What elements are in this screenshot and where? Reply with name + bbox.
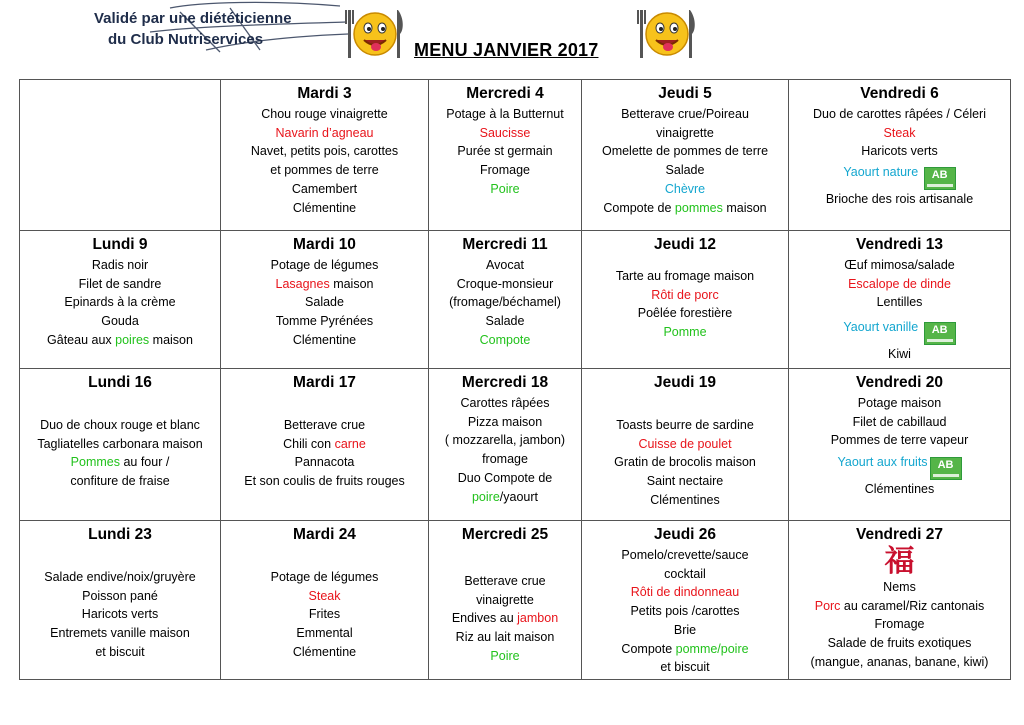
menu-item: Navet, petits pois, carottes [250,144,399,159]
menu-item [791,318,1008,345]
day-heading: Jeudi 26 [653,526,717,543]
menu-item: Saucisse [479,125,531,140]
menu-item: Potage de légumes [270,258,379,272]
menu-item [223,275,426,294]
menu-text: Yaourt vanille [843,320,922,335]
validation-line-2: du Club Nutriservices [108,31,264,48]
day-heading: Jeudi 5 [658,85,712,102]
menu-item [791,453,1008,480]
menu-item: Rôti de porc [651,287,719,302]
empty-cell [20,80,221,231]
menu-item: Potage maison [857,396,942,410]
menu-item: Omelette de pommes de terre [601,144,769,159]
menu-text: carne [334,436,366,451]
fu-character-icon: 福 [884,544,915,579]
day-heading: Lundi 9 [92,236,148,253]
menu-text: maison [722,200,767,215]
day-cell [429,369,582,521]
menu-text: poires [115,332,150,347]
menu-item: Carottes râpées [460,396,550,410]
menu-text: Compote [621,641,676,656]
menu-item: Camembert [291,181,358,196]
day-heading: Mardi 24 [293,526,356,543]
menu-item: Epinards à la crème [64,295,176,310]
week-row [20,231,1011,369]
day-heading: Mercredi 18 [461,374,549,391]
spacer [22,394,218,416]
day-cell [429,521,582,680]
menu-item: Fromage [479,163,531,178]
menu-item: (mangue, ananas, banane, kiwi) [810,654,989,669]
menu-item: et pommes de terre [270,163,379,178]
menu-item [791,597,1008,616]
menu-item: Poêlée forestière [637,306,733,321]
day-cell [582,521,789,680]
menu-item: Gratin de brocolis maison [614,455,756,470]
menu-item: Et son coulis de fruits rouges [244,474,405,489]
menu-item: Cuisse de poulet [638,436,732,451]
menu-item: Pizza maison [467,414,543,429]
menu-item: Clémentine [292,644,357,659]
day-cell [221,369,429,521]
menu-item: cocktail [664,566,706,581]
menu-item: Œuf mimosa/salade [844,258,955,272]
menu-item: Lentilles [876,295,923,310]
menu-text: Yaourt nature [843,165,922,180]
menu-item: Pannacota [294,455,355,470]
menu-item: Clémentines [650,492,720,507]
menu-item: Poire [490,181,520,196]
menu-item: Potage à la Butternut [446,107,564,121]
menu-text: jambon [517,611,559,626]
smiley-fork-knife-icon [634,4,700,64]
menu-item: Salade [305,295,344,310]
menu-item: et biscuit [660,660,710,675]
menu-item [584,199,786,218]
menu-item: Betterave crue [464,574,546,588]
day-heading: Mardi 3 [297,85,352,102]
menu-item: Duo Compote de [457,470,553,485]
spacer [584,394,786,416]
menu-item: vinaigrette [656,125,714,140]
menu-text: pommes [674,200,723,215]
week-row [20,521,1011,680]
day-cell [20,521,221,680]
day-heading: Lundi 23 [88,526,152,543]
menu-item: Pommes de terre vapeur [830,433,969,448]
day-heading: Vendredi 6 [860,85,939,102]
page-title: MENU JANVIER 2017 [414,40,599,60]
menu-text: Porc [814,598,841,613]
day-cell [221,80,429,231]
day-heading: Mercredi 11 [462,236,548,253]
menu-item: Betterave crue/Poireau [621,107,749,121]
menu-item: Chèvre [664,181,706,196]
day-cell [20,231,221,369]
menu-item: Kiwi [888,347,911,362]
day-cell [582,80,789,231]
menu-item: Chou rouge vinaigrette [261,107,388,121]
menu-item: Radis noir [91,258,149,272]
menu-text: poire [471,489,500,504]
menu-item: Croque-monsieur [456,276,554,291]
menu-item: Poisson pané [82,588,158,603]
menu-item: confiture de fraise [70,474,170,489]
menu-item: Emmental [296,626,353,641]
menu-item: Brie [673,622,697,637]
day-cell [582,231,789,369]
menu-item: Salade endive/noix/gruyère [44,570,196,584]
menu-item: vinaigrette [476,592,534,607]
menu-item: et biscuit [95,644,145,659]
menu-item: Navarin d’agneau [275,125,374,140]
menu-text: pomme/poire [675,641,749,656]
menu-item: Salade de fruits exotiques [827,636,972,651]
menu-text: au four / [119,455,170,470]
spacer [584,256,786,267]
menu-item: Compote [479,332,531,347]
menu-item: Purée st germain [457,144,553,159]
menu-item: Avocat [486,258,524,272]
day-cell [221,231,429,369]
menu-item: Pomme [663,325,707,340]
organic-ab-icon: AB [930,457,962,480]
day-heading: Mercredi 25 [461,526,549,543]
smiley-fork-knife-icon [342,4,408,64]
menu-text: au caramel/Riz cantonais [840,598,985,613]
menu-text: Gâteau aux [47,332,116,347]
menu-item: Clémentine [292,200,357,215]
day-heading: Jeudi 19 [653,374,717,391]
menu-text: Compote de [603,200,675,215]
menu-item [431,488,579,507]
menu-item: Poire [490,648,520,663]
menu-item [431,609,579,628]
menu-text: Lasagnes [275,276,330,291]
menu-item: (fromage/béchamel) [449,295,561,310]
day-cell [221,521,429,680]
menu-item [223,435,426,454]
organic-ab-icon: AB [924,322,956,345]
menu-item: Salade [665,163,705,178]
day-heading: Vendredi 13 [855,236,943,253]
organic-ab-icon: AB [924,167,956,190]
menu-text: maison [149,332,193,347]
menu-item: ( mozzarella, jambon) [444,433,566,448]
menu-item: Tarte au fromage maison [615,269,755,283]
menu-item: Betterave crue [283,418,366,432]
menu-item: Steak [883,125,916,140]
menu-text: Chili con [283,436,335,451]
day-cell [429,231,582,369]
menu-item: Gouda [101,314,139,329]
day-cell [789,80,1011,231]
day-heading: Mercredi 4 [466,85,544,102]
menu-item: Haricots verts [81,607,159,622]
day-heading: Lundi 16 [88,374,152,391]
menu-item: Salade [485,314,525,329]
menu-text: /yaourt [499,489,538,504]
menu-item: Clémentines [864,482,935,497]
day-cell [582,369,789,521]
menu-item: Tomme Pyrénées [275,314,374,329]
day-heading: Mardi 17 [293,374,356,391]
menu-item: Filet de sandre [78,276,162,291]
menu-item [584,640,786,659]
day-cell [789,369,1011,521]
menu-item: Pomelo/crevette/sauce [621,548,749,562]
validation-line-1: Validé par une diététicienne [94,10,292,27]
day-cell [789,231,1011,369]
menu-item [22,453,218,472]
day-heading: Vendredi 20 [855,374,943,391]
menu-item: Petits pois /carottes [630,604,740,619]
menu-item: Tagliatelles carbonara maison [37,436,203,451]
menu-item: Clémentine [292,332,357,347]
day-heading: Vendredi 27 [855,526,943,543]
menu-text: Endives au [451,611,518,626]
menu-item: Nems [883,580,916,594]
menu-text: maison [329,276,374,291]
signature-scribble [110,0,350,60]
menu-item: Fromage [874,617,925,632]
menu-table [19,79,1011,680]
menu-item: fromage [482,452,528,467]
day-cell [429,80,582,231]
menu-item [791,163,1008,190]
week-row [20,369,1011,521]
menu-item: Frites [308,607,341,622]
week-row [20,80,1011,231]
menu-text: Yaourt aux fruits [837,455,928,470]
menu-item: Filet de cabillaud [852,414,947,429]
day-cell [789,521,1011,680]
menu-item: Potage de légumes [270,570,379,584]
menu-item: Toasts beurre de sardine [616,418,754,432]
menu-item: Haricots verts [861,144,938,159]
menu-item: Brioche des rois artisanale [825,192,974,207]
menu-item: Riz au lait maison [455,630,555,645]
day-heading: Jeudi 12 [653,236,717,253]
spacer [223,394,426,416]
spacer [431,546,579,572]
day-heading: Mardi 10 [293,236,356,253]
menu-item: Saint nectaire [646,474,724,489]
menu-item: Duo de choux rouge et blanc [40,418,200,432]
day-cell [20,369,221,521]
menu-item: Escalope de dinde [848,276,951,291]
menu-item: Steak [308,588,341,603]
spacer [22,546,218,568]
menu-item [22,331,218,350]
spacer [223,546,426,568]
menu-item: Duo de carottes râpées / Céleri [812,107,986,121]
menu-item: Entremets vanille maison [50,626,190,641]
menu-item: Rôti de dindonneau [630,585,740,600]
menu-text: Pommes [70,455,120,470]
